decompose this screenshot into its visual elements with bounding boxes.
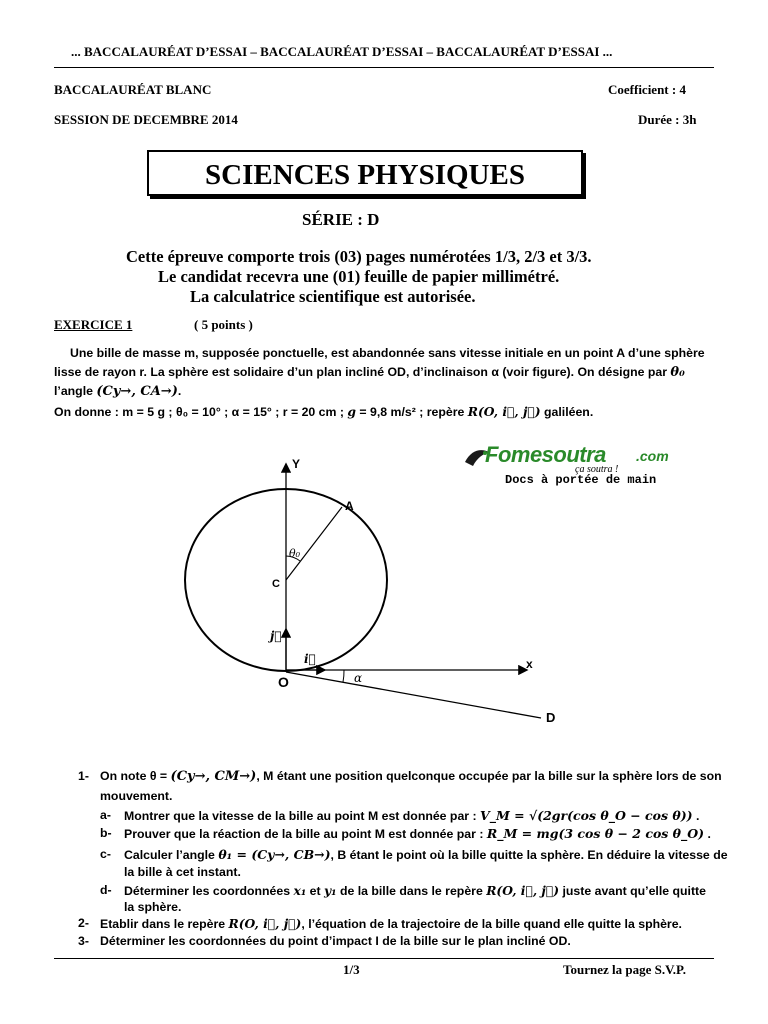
label-a: A <box>345 499 354 513</box>
qd-line-1 <box>124 883 706 898</box>
qd-line-2: la sphère. <box>124 900 182 914</box>
intro-line-1: Cette épreuve comporte trois (03) pages numérotées 1/3, 2/3 et 3/3. <box>126 247 592 266</box>
footer-rule <box>54 958 714 959</box>
exam-name: BACCALAURÉAT BLANC <box>54 82 212 97</box>
label-o: O <box>278 674 289 690</box>
qa-number: a- <box>100 808 111 822</box>
logo-domain: .com <box>636 448 669 464</box>
session: SESSION DE DECEMBRE 2014 <box>54 112 238 127</box>
turn-page: Tournez la page S.V.P. <box>563 962 687 977</box>
q2-line <box>100 916 682 931</box>
qc-line-1 <box>124 847 728 862</box>
sphere-figure <box>0 455 768 755</box>
label-x: x <box>526 657 533 671</box>
label-c: C <box>272 578 280 590</box>
radius-ca <box>286 507 342 580</box>
given-end: galiléen. <box>544 405 594 419</box>
serie: SÉRIE : D <box>302 210 380 229</box>
q2-number: 2- <box>78 916 89 930</box>
statement-line-3 <box>54 384 181 399</box>
coefficient: Coefficient : 4 <box>608 82 686 97</box>
statement-line-2 <box>54 365 685 380</box>
qa-end: . <box>695 809 700 823</box>
qc-number: c- <box>100 847 111 861</box>
q1-line-2: mouvement. <box>100 789 173 803</box>
q3-number: 3- <box>78 934 89 948</box>
qa-line <box>124 808 699 823</box>
duration: Durée : 3h <box>638 112 697 127</box>
page-title-box <box>147 150 583 196</box>
qc-text-pre: Calculer l’angle <box>124 848 215 862</box>
qd-number: d- <box>100 883 112 897</box>
q3-line: Déterminer les coordonnées du point d’impact I de la bille sur le plan incliné OD. <box>100 934 571 948</box>
qb-formula: R_M = mg(3 cos θ − 2 cos θ_O) <box>486 826 705 841</box>
angle-cy-ca: (Cy→, CA→) <box>96 384 178 399</box>
label-y: Y <box>292 457 301 471</box>
qb-text: Prouver que la réaction de la bille au point M est donnée par : <box>124 827 484 841</box>
label-i: i⃗ <box>304 652 316 666</box>
qd-y1: y₁ <box>323 883 337 898</box>
qd-text-mid: de la bille dans le repère <box>339 884 483 898</box>
g-symbol: g <box>347 404 356 419</box>
given-data <box>54 404 593 419</box>
banner-rule <box>54 67 714 68</box>
qb-line <box>124 826 711 841</box>
q1-angle: (Cy→, CM→) <box>170 769 257 784</box>
alpha-arc <box>343 670 344 682</box>
exercise-points: ( 5 points ) <box>194 317 253 332</box>
qd-text-post: juste avant qu’elle quitte <box>562 884 706 898</box>
label-j: j⃗ <box>270 629 282 643</box>
qa-formula: V_M = √(2gr(cos θ_O − cos θ)) <box>480 808 693 823</box>
banner: ... BACCALAURÉAT D’ESSAI – BACCALAURÉAT D’ESSAI – BACCALAURÉAT D’ESSAI ... <box>71 44 613 59</box>
exercise-label: EXERCICE 1 <box>54 317 133 332</box>
q1-text-post: , M étant une position quelconque occupée par la bille sur la sphère lors de son <box>256 769 722 783</box>
qd-frame: R(O, i⃗, j⃗) <box>486 883 560 898</box>
theta0-symbol: θ₀ <box>670 365 685 380</box>
frame-symbol: R(O, i⃗, j⃗) <box>467 404 541 419</box>
q1-text-pre: On note θ = <box>100 769 168 783</box>
q2-text-post: , l’équation de la trajectoire de la bille quand elle quitte la sphère. <box>301 917 682 931</box>
logo-tagline: Docs à portée de main <box>505 473 657 487</box>
qc-text-post: , B étant le point où la bille quitte la sphère. En déduire la vitesse de <box>330 848 728 862</box>
q1-line-1 <box>100 769 722 784</box>
angle-text: l’angle <box>54 384 93 398</box>
label-theta0: θ₀ <box>289 547 301 560</box>
q2-frame: R(O, i⃗, j⃗) <box>228 916 302 931</box>
inclined-plane-od <box>286 672 541 718</box>
q1-number: 1- <box>78 769 89 783</box>
qb-number: b- <box>100 826 112 840</box>
qb-end: . <box>707 827 711 841</box>
intro-line-3: La calculatrice scientifique est autorisée. <box>190 287 476 306</box>
qc-formula: θ₁ = (Cy→, CB→) <box>218 847 331 862</box>
q2-text-pre: Etablir dans le repère <box>100 917 226 931</box>
label-alpha: α <box>354 671 363 685</box>
given-g-value: = 9,8 m/s² ; repère <box>359 405 465 419</box>
intro-line-2: Le candidat recevra une (01) feuille de papier millimétré. <box>158 267 560 286</box>
qd-text-pre: Déterminer les coordonnées <box>124 884 291 898</box>
statement-line-2-text: lisse de rayon r. La sphère est solidaire d’un plan incliné OD, d’inclinaison α (voir figure). On désigne par <box>54 365 667 379</box>
period: . <box>177 384 182 398</box>
page-title: SCIENCES PHYSIQUES <box>205 159 525 191</box>
statement-line-1: Une bille de masse m, supposée ponctuelle, est abandonnée sans vitesse initiale en un point A d’une sphère <box>70 346 705 360</box>
page-number: 1/3 <box>343 962 360 977</box>
logo-brand: Fomesoutra <box>485 442 606 467</box>
logo-slogan: ça soutra ! <box>575 464 619 475</box>
qc-line-2: la bille à cet instant. <box>124 865 241 879</box>
qd-and: et <box>309 884 321 898</box>
label-d: D <box>546 710 556 725</box>
given-values: On donne : m = 5 g ; θ₀ = 10° ; α = 15° ; r = 20 cm ; <box>54 405 344 419</box>
qa-text: Montrer que la vitesse de la bille au point M est donnée par : <box>124 809 477 823</box>
qd-x1: x₁ <box>293 883 307 898</box>
